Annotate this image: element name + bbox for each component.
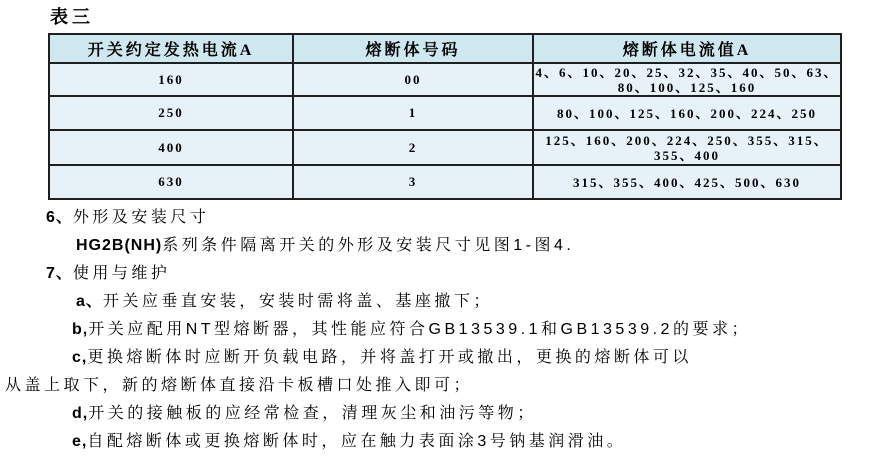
line-text: 开关的接触板的应经常检查，清理灰尘和油污等物； (88, 405, 537, 422)
cell-fuse-values (533, 165, 841, 199)
line-text: 使用与维护 (72, 265, 171, 282)
item-a-line (0, 288, 888, 316)
line-prefix: c, (72, 349, 88, 366)
line-text: 自配熔断体或更换熔断体时，应在触力表面涂3号钠基润滑油。 (87, 433, 627, 450)
line-prefix: a、 (76, 293, 103, 310)
item-e-line (0, 428, 888, 456)
section-6-body (0, 232, 888, 260)
cell-fuse-values (533, 96, 841, 130)
cell-rated-current: 160 (49, 63, 293, 96)
line-prefix: 6、 (46, 209, 73, 226)
line-prefix: d, (72, 405, 89, 422)
item-c-line (0, 344, 888, 372)
line-prefix: b, (72, 321, 89, 338)
table-row (49, 63, 841, 96)
line-text: 系列条件隔离开关的外形及安装尺寸见图1-图4. (162, 237, 575, 254)
item-c-continuation-line (0, 372, 888, 400)
fuse-values-line1: 315、355、400、425、500、630 (572, 174, 801, 190)
table-header-row (49, 34, 841, 63)
cell-fuse-values (533, 130, 841, 165)
section-7-heading (0, 260, 888, 288)
column-header-rated-current: 开关约定发热电流A (49, 34, 293, 63)
fuse-values-line1: 80、100、125、160、200、224、250 (556, 105, 817, 121)
fuse-values-line2: 80、100、125、160 (617, 79, 757, 95)
item-b-line (0, 316, 888, 344)
cell-fuse-number: 3 (293, 165, 533, 199)
table-row (49, 130, 841, 165)
cell-rated-current: 250 (49, 96, 293, 130)
item-d-line (0, 400, 888, 428)
cell-fuse-values (533, 63, 841, 96)
table-row (49, 96, 841, 130)
cell-rated-current: 400 (49, 130, 293, 165)
line-text: 开关应垂直安装，安装时需将盖、基座撤下； (102, 293, 493, 310)
line-prefix: 7、 (46, 265, 73, 282)
line-prefix: e, (72, 433, 88, 450)
fuse-spec-table (48, 33, 842, 200)
line-prefix: HG2B(NH) (76, 237, 163, 254)
column-header-fuse-number: 熔断体号码 (293, 34, 533, 63)
line-text: 外形及安装尺寸 (72, 209, 210, 226)
column-header-fuse-current-values: 熔断体电流值A (533, 34, 841, 63)
table-row (49, 165, 841, 199)
fuse-values-line1: 125、160、200、224、250、355、315、 (545, 132, 829, 148)
cell-fuse-number: 00 (293, 63, 533, 96)
fuse-values-line2: 355、400 (653, 147, 720, 163)
cell-fuse-number: 1 (293, 96, 533, 130)
fuse-values-line1: 4、6、10、20、25、32、35、40、50、63、 (535, 64, 839, 80)
line-text: 开关应配用NT型熔断器，其性能应符合GB13539.1和GB13539.2的要求； (88, 321, 751, 338)
section-6-heading (0, 204, 888, 232)
cell-fuse-number: 2 (293, 130, 533, 165)
line-text: 从盖上取下，新的熔断体直接沿卡板槽口处推入即可； (5, 377, 474, 394)
table-caption: 表三 (50, 7, 94, 27)
body-text (0, 204, 888, 456)
cell-rated-current: 630 (49, 165, 293, 199)
line-text: 更换熔断体时应断开负载电路，并将盖打开或撤出，更换的熔断体可以 (87, 349, 692, 366)
